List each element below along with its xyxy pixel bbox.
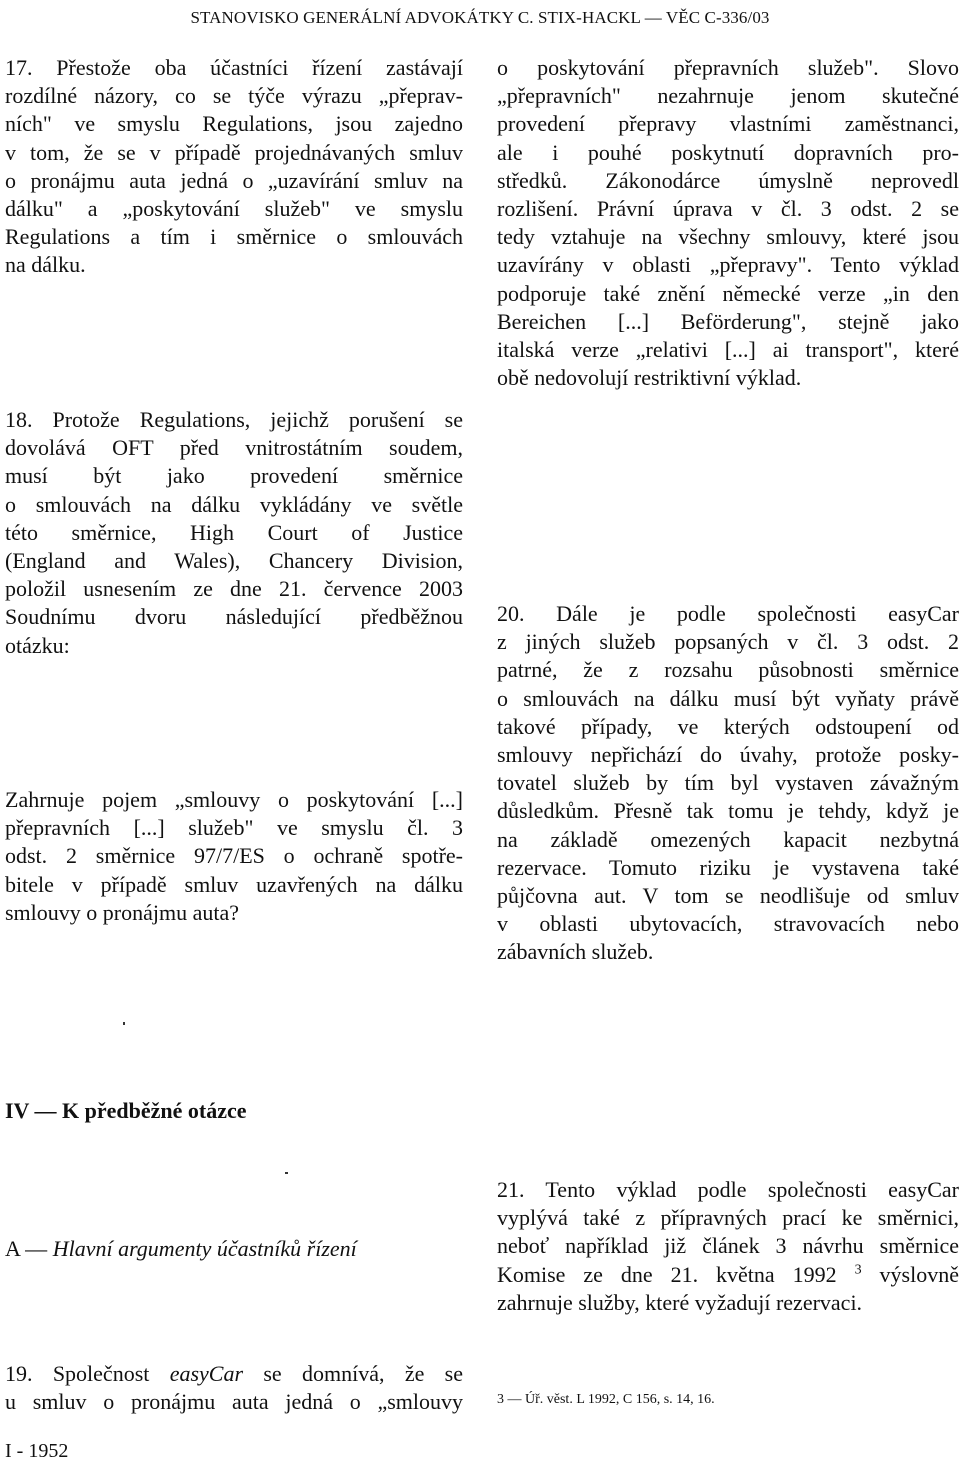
text-line: bitele v případě smluv uzavřených na dálku bbox=[5, 871, 463, 897]
text-line: v oblasti ubytovacích, stravovacích nebo bbox=[497, 911, 959, 937]
text-line: přepravních [...] služeb" ve smyslu čl. 3 bbox=[5, 815, 463, 841]
text-line: odst. 2 směrnice 97/7/ES o ochraně spotře- bbox=[5, 843, 463, 869]
text-line: ních" ve smyslu Regulations, jsou zajedno bbox=[5, 111, 463, 137]
text-line: středků. Zákonodárce úmyslně neprovedl bbox=[497, 167, 959, 193]
text-line: podporuje také znění německé verze „in den bbox=[497, 280, 959, 306]
text-line: smlouvy nepřichází do úvahy, protože posky- bbox=[497, 741, 959, 767]
text-line: dálku" a „poskytování služeb" ve smyslu bbox=[5, 195, 463, 221]
text-line: zábavních služeb. bbox=[497, 939, 654, 965]
text-segment: se domnívá, že se bbox=[243, 1361, 463, 1386]
text-line: Zahrnuje pojem „smlouvy o poskytování [...] bbox=[5, 787, 463, 812]
text-line: zahrnuje služby, které vyžadují rezervaci. bbox=[497, 1289, 863, 1315]
text-line: patrné, že z rozsahu působnosti směrnice bbox=[497, 657, 959, 683]
text-line: 21. Tento výklad podle společnosti easyCar bbox=[497, 1177, 959, 1202]
preliminary-question bbox=[5, 786, 463, 927]
text-line: rezervace. Tomuto riziku je vystavena také bbox=[497, 854, 959, 880]
paragraph-21 bbox=[497, 1176, 959, 1317]
text-line: o smlouvách na dálku vykládány ve světle bbox=[5, 491, 463, 517]
scan-speck bbox=[123, 1022, 125, 1025]
text-line: z jiných služeb popsaných v čl. 3 odst. 2 bbox=[497, 629, 959, 655]
text-line: 20. Dále je podle společnosti easyCar bbox=[497, 601, 959, 626]
text-line: 18. Protože Regulations, jejichž porušení se bbox=[5, 407, 463, 432]
text-line: rozdílné názory, co se týče výrazu „přeprav- bbox=[5, 83, 463, 109]
text-line: Soudnímu dvoru následující předběžnou bbox=[5, 604, 463, 630]
footnote: 3 — Úř. věst. L 1992, C 156, s. 14, 16. bbox=[497, 1392, 715, 1407]
text-line: dovolává OFT před vnitrostátním soudem, bbox=[5, 435, 463, 461]
text-line: uzavírány v oblasti „přepravy". Tento výklad bbox=[497, 252, 959, 278]
text-segment: Komise ze dne 21. května 1992 bbox=[497, 1261, 837, 1287]
subsection-heading-a bbox=[5, 1236, 357, 1262]
text-line: o smlouvách na dálku musí být vyňaty právě bbox=[497, 685, 959, 711]
text-line: (England and Wales), Chancery Division, bbox=[5, 547, 463, 573]
paragraph-18 bbox=[5, 406, 463, 660]
text-line: na základě omezených kapacit nezbytná bbox=[497, 826, 959, 852]
text-line: Regulations a tím i směrnice o smlouvách bbox=[5, 224, 463, 250]
text-line: italská verze „relativi [...] ai transport", které bbox=[497, 336, 959, 362]
subsection-prefix: A — bbox=[5, 1236, 53, 1261]
text-line bbox=[5, 1360, 463, 1388]
text-segment: výslovně bbox=[879, 1261, 959, 1287]
text-line: vyplývá také z přípravných prací ke směrnici, bbox=[497, 1205, 959, 1231]
text-line: u smluv o pronájmu auta jedná o „smlouvy bbox=[5, 1389, 463, 1415]
text-line: 17. Přestože oba účastníci řízení zastávají bbox=[5, 55, 463, 80]
paragraph-17-continued bbox=[497, 54, 959, 392]
company-name: easyCar bbox=[169, 1361, 244, 1386]
text-line: obě nedovolují restriktivní výklad. bbox=[497, 365, 802, 391]
text-line: takové případy, ve kterých odstoupení od bbox=[497, 713, 959, 739]
text-line: otázku: bbox=[5, 632, 70, 658]
paragraph-20 bbox=[497, 600, 959, 966]
text-line: o poskytování přepravních služeb". Slovo bbox=[497, 55, 959, 80]
page-number: I - 1952 bbox=[5, 1440, 69, 1462]
text-line: neboť například již článek 3 návrhu směrnice bbox=[497, 1233, 959, 1259]
text-line: musí být jako provedení směrnice bbox=[5, 463, 463, 489]
footnote-reference[interactable]: 3 bbox=[854, 1262, 862, 1278]
paragraph-17 bbox=[5, 54, 463, 280]
text-line bbox=[497, 1261, 959, 1289]
text-segment: 19. Společnost bbox=[5, 1361, 170, 1386]
text-line: této směrnice, High Court of Justice bbox=[5, 519, 463, 545]
text-line: rozlišení. Právní úprava v čl. 3 odst. 2 se bbox=[497, 195, 959, 221]
text-line: tedy vztahuje na všechny smlouvy, které jsou bbox=[497, 224, 959, 250]
text-line: provedení přepravy vlastními zaměstnanci, bbox=[497, 111, 959, 137]
text-line: položil usnesením ze dne 21. července 2003 bbox=[5, 576, 463, 602]
text-line: „přepravních" nezahrnuje jenom skutečné bbox=[497, 83, 959, 109]
subsection-title: Hlavní argumenty účastníků řízení bbox=[52, 1236, 357, 1261]
text-line: smlouvy o pronájmu auta? bbox=[5, 899, 240, 925]
text-line: na dálku. bbox=[5, 252, 86, 278]
scan-speck bbox=[285, 1172, 288, 1174]
text-line: Bereichen [...] Beförderung", stejně jako bbox=[497, 308, 959, 334]
text-line: v tom, že se v případě projednávaných smluv bbox=[5, 139, 463, 165]
paragraph-19 bbox=[5, 1360, 463, 1416]
text-line: důsledkům. Přesně tak tomu je tehdy, když je bbox=[497, 798, 959, 824]
text-line: půjčovna aut. V tom se neodlišuje od smluv bbox=[497, 882, 959, 908]
text-line: o pronájmu auta jedná o „uzavírání smluv na bbox=[5, 167, 463, 193]
section-heading-iv: IV — K předběžné otázce bbox=[5, 1098, 247, 1123]
text-line: ale i pouhé poskytnutí dopravních pro- bbox=[497, 139, 959, 165]
text-line: tovatel služeb by tím byl vystaven závažným bbox=[497, 770, 959, 796]
running-header: STANOVISKO GENERÁLNÍ ADVOKÁTKY C. STIX-HACKL — VĚC C-336/03 bbox=[190, 8, 770, 27]
